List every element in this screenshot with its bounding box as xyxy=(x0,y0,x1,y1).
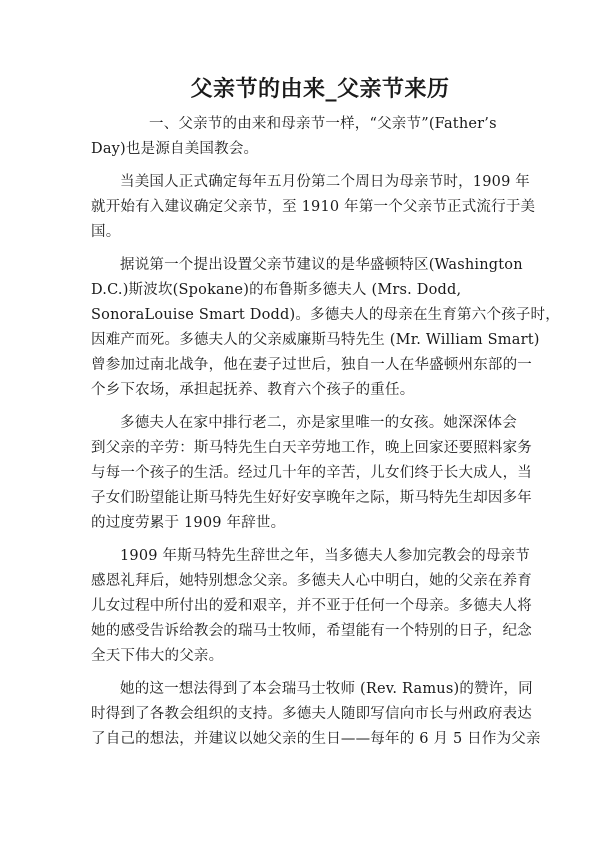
document-body xyxy=(91,112,560,760)
text-line: 曾参加过南北战争，他在妻子过世后，独自一人在华盛顿州东部的一 xyxy=(91,357,532,373)
text-line: 了自己的想法，并建议以她父亲的生日——每年的 6 月 5 日作为父亲 xyxy=(91,731,541,747)
text-line: SonoraLouise Smart Dodd)。多德夫人的母亲在生育第六个孩子时， xyxy=(91,307,560,323)
text-line: 感恩礼拜后，她特别想念父亲。多德夫人心中明白，她的父亲在养育 xyxy=(91,573,532,589)
text-line: 子女们盼望能让斯马特先生好好安享晚年之际，斯马特先生却因多年 xyxy=(91,490,532,506)
text-line: 当美国人正式确定每年五月份第二个周日为母亲节时，1909 年 xyxy=(120,174,531,190)
document-title: 父亲节的由来_父亲节来历 xyxy=(190,76,450,102)
paragraph-family-life xyxy=(91,411,532,536)
text-line: 1909 年斯马特先生辞世之年，当多德夫人参加完教会的母亲节 xyxy=(120,548,531,564)
text-line: 的过度劳累于 1909 年辞世。 xyxy=(91,515,286,531)
text-line: 她的这一想法得到了本会瑞马士牧师 (Rev. Ramus)的赞许，同 xyxy=(120,681,533,697)
text-line: 一、父亲节的由来和母亲节一样，“父亲节”(Father’s xyxy=(149,116,497,132)
text-line: 多德夫人在家中排行老二，亦是家里唯一的女孩。她深深体会 xyxy=(120,415,517,431)
paragraph-support xyxy=(91,677,541,752)
text-line: Day)也是源自美国教会。 xyxy=(91,141,259,157)
text-line: 与每一个孩子的生活。经过几十年的辛苦，儿女们终于长大成人，当 xyxy=(91,465,532,481)
text-line: 国。 xyxy=(91,224,121,240)
text-line: 儿女过程中所付出的爱和艰辛，并不亚于任何一个母亲。多德夫人将 xyxy=(91,598,532,614)
text-line: 就开始有入建议确定父亲节，至 1910 年第一个父亲节正式流行于美 xyxy=(91,199,536,215)
text-line: D.C.)斯波坎(Spokane)的布鲁斯多德夫人 (Mrs. Dodd, xyxy=(91,282,462,298)
text-line: 到父亲的辛劳：斯马特先生白天辛劳地工作，晚上回家还要照料家务 xyxy=(91,440,532,456)
text-line: 时得到了各教会组织的支持。多德夫人随即写信向市长与州政府表达 xyxy=(91,706,532,722)
paragraph-remembrance xyxy=(91,544,532,669)
text-line: 全天下伟大的父亲。 xyxy=(91,648,224,664)
text-line: 个乡下农场，承担起抚养、教育六个孩子的重任。 xyxy=(91,382,415,398)
text-line: 据说第一个提出设置父亲节建议的是华盛顿特区(Washington xyxy=(120,257,523,273)
paragraph-origin xyxy=(91,112,511,162)
text-line: 因难产而死。多德夫人的父亲威廉斯马特先生 (Mr. William Smart) xyxy=(91,332,540,348)
paragraph-us-adoption xyxy=(91,170,536,245)
text-line: 她的感受告诉给教会的瑞马士牧师，希望能有一个特别的日子，纪念 xyxy=(91,623,532,639)
paragraph-dodd-proposal xyxy=(91,253,560,403)
